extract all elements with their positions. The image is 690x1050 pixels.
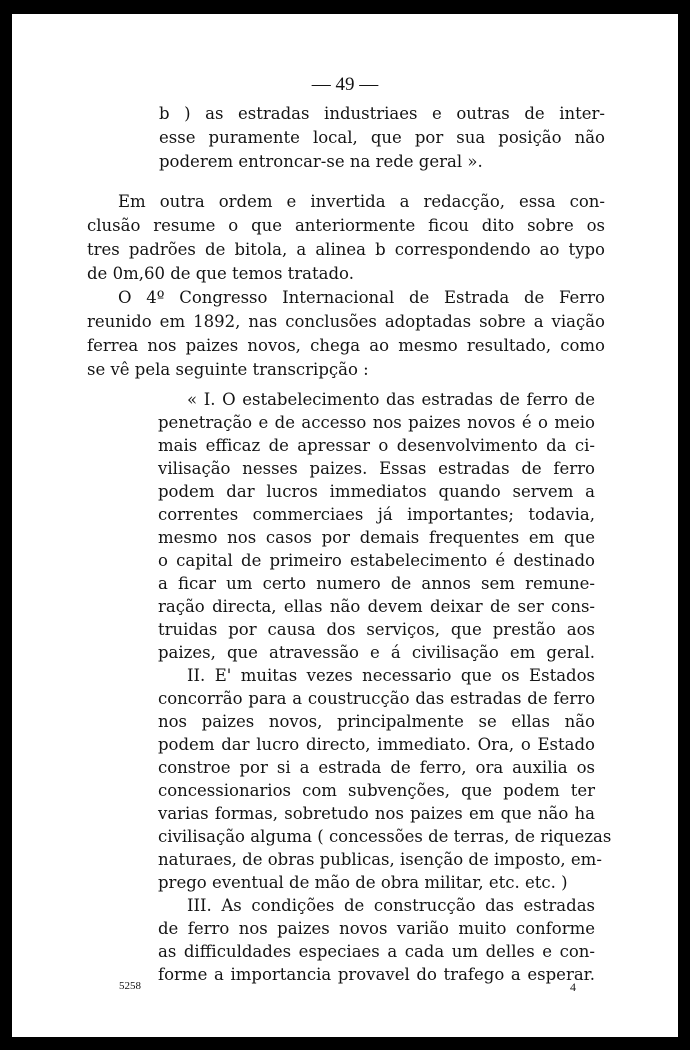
page-number: — 49 — [311, 74, 379, 95]
text-line: tres padrões de bitola, a alinea b correspondendo ao typo [87, 240, 605, 259]
text-line: constroe por si a estrada de ferro, ora auxilia os [158, 758, 595, 777]
text-line: ração directa, ellas não devem deixar de ser cons- [158, 597, 595, 616]
text-line: « I. O estabelecimento das estradas de ferro de [187, 390, 595, 409]
text-line: clusão resume o que anteriormente ficou dito sobre os [87, 216, 605, 235]
text-line: mesmo nos casos por demais frequentes em que [158, 528, 595, 547]
text-line: correntes commerciaes já importantes; todavia, [158, 505, 595, 524]
text-line: II. E' muitas vezes necessario que os Estados [187, 666, 595, 685]
text-line: truidas por causa dos serviços, que prestão aos [158, 620, 595, 639]
text-line: a ficar um certo numero de annos sem remune- [158, 574, 595, 593]
text-line: ferrea nos paizes novos, chega ao mesmo resultado, como [87, 336, 605, 355]
text-line: as difficuldades especiaes a cada um delles e con- [158, 942, 595, 961]
printer-signature-number: 5258 [119, 980, 141, 992]
text-line: nos paizes novos, principalmente se ellas não [158, 712, 595, 731]
text-line: concorrão para a coustrucção das estradas de ferro [158, 689, 595, 708]
text-line: Em outra ordem e invertida a redacção, essa con- [118, 192, 605, 211]
text-line: se vê pela seguinte transcripção : [87, 360, 369, 379]
text-line: paizes, que atravessão e á civilisação em geral. [158, 643, 595, 662]
gathering-mark: 4 [570, 980, 576, 994]
text-line: mais efficaz de apressar o desenvolvimento da ci- [158, 436, 595, 455]
text-line: varias formas, sobretudo nos paizes em que não ha [158, 804, 595, 823]
text-line: de 0m,60 de que temos tratado. [87, 264, 354, 283]
text-line: podem dar lucro directo, immediato. Ora, o Estado [158, 735, 595, 754]
text-line: poderem entroncar-se na rede geral ». [159, 152, 483, 171]
text-line: o capital de primeiro estabelecimento é destinado [158, 551, 595, 570]
text-line: vilisação nesses paizes. Essas estradas de ferro [158, 459, 595, 478]
text-line: penetração e de accesso nos paizes novos é o meio [158, 413, 595, 432]
text-line: III. As condições de construcção das estradas [187, 896, 595, 915]
text-line: de ferro nos paizes novos varião muito conforme [158, 919, 595, 938]
book-page [12, 14, 678, 1037]
text-line: O 4º Congresso Internacional de Estrada de Ferro [118, 288, 605, 307]
text-line: prego eventual de mão de obra militar, etc. etc. ) [158, 873, 568, 892]
text-line: esse puramente local, que por sua posição não [159, 128, 605, 147]
text-line: b ) as estradas industriaes e outras de inter- [159, 104, 605, 123]
text-line: concessionarios com subvenções, que podem ter [158, 781, 595, 800]
text-line: naturaes, de obras publicas, isenção de imposto, em- [158, 850, 602, 869]
text-line: reunido em 1892, nas conclusões adoptadas sobre a viação [87, 312, 605, 331]
text-line: civilisação alguma ( concessões de terras, de riquezas [158, 827, 612, 846]
text-line: forme a importancia provavel do trafego a esperar. [158, 965, 595, 984]
text-line: podem dar lucros immediatos quando servem a [158, 482, 595, 501]
